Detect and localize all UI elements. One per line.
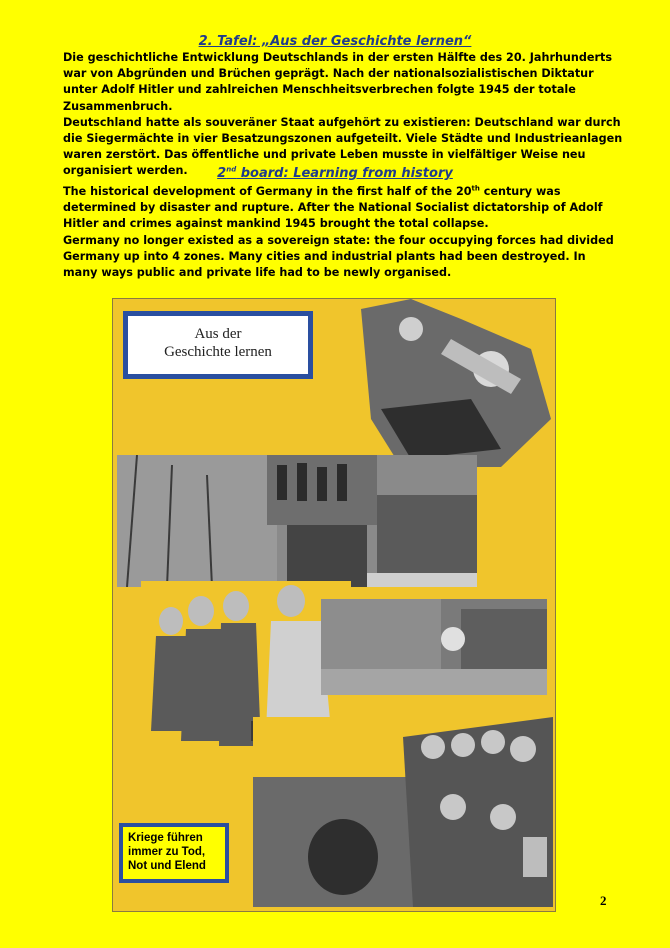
english-text [63, 184, 623, 281]
english-p1-end: century was determined by disaster and rupture. After the National Socialist dictatorship of Adolf Hitler and crimes against mankind 1945 brought the total collapse. [63, 185, 603, 231]
poster-title-card [123, 311, 313, 379]
photo-camp-and-ruins [117, 455, 477, 587]
poster-title-line-2: Geschichte lernen [164, 344, 272, 360]
poster-caption-card [119, 823, 229, 883]
caption-line-2: immer zu Tod, [128, 846, 206, 858]
english-p1-start: The historical development of Germany in the first half of the 20 [63, 185, 472, 198]
photo-soldiers-falling [341, 299, 556, 467]
page-number: 2 [600, 893, 607, 908]
english-p1-superscript: th [471, 184, 480, 193]
english-heading-superscript: nd [226, 165, 237, 174]
german-text [63, 50, 623, 180]
english-heading-text: board: Learning from history [236, 166, 453, 181]
photo-street-scene [321, 599, 547, 695]
caption-line-1: Kriege führen [128, 832, 203, 844]
english-paragraph-2: Germany no longer existed as a sovereign state: the four occupying forces had divided Germany up into 4 zones. Many cities and industrial plants had been destroyed. In many ways public and private life had to be newly organised. [63, 233, 614, 280]
english-heading-number: 2 [217, 166, 227, 181]
poster-title-line-1: Aus der [194, 326, 242, 342]
caption-line-3: Not und Elend [128, 860, 206, 872]
poster-collage [112, 298, 556, 912]
photo-children-market [253, 717, 553, 907]
german-paragraph-2: Deutschland hatte als souveräner Staat aufgehört zu existieren: Deutschland war durch die Siegermächte in vier Besatzungszonen aufgeteilt. Viele Städte und Industrieanlagen waren zerstört. Das öffentliche und private Leben musste in vielfältiger Weise neu organisiert werden. [63, 115, 623, 178]
english-heading [0, 166, 670, 181]
german-heading: 2. Tafel: „Aus der Geschichte lernen“ [198, 34, 472, 49]
english-paragraph-1 [63, 184, 623, 233]
german-paragraph-1: Die geschichtliche Entwicklung Deutschlands in der ersten Hälfte des 20. Jahrhunderts war von Abgründen und Brüchen geprägt. Nach der nationalsozialistischen Diktatur unter Adolf Hitler und zahlreichen Menschheitsverbrechen folgte 1945 der totale Zusammenbruch. [63, 51, 612, 113]
